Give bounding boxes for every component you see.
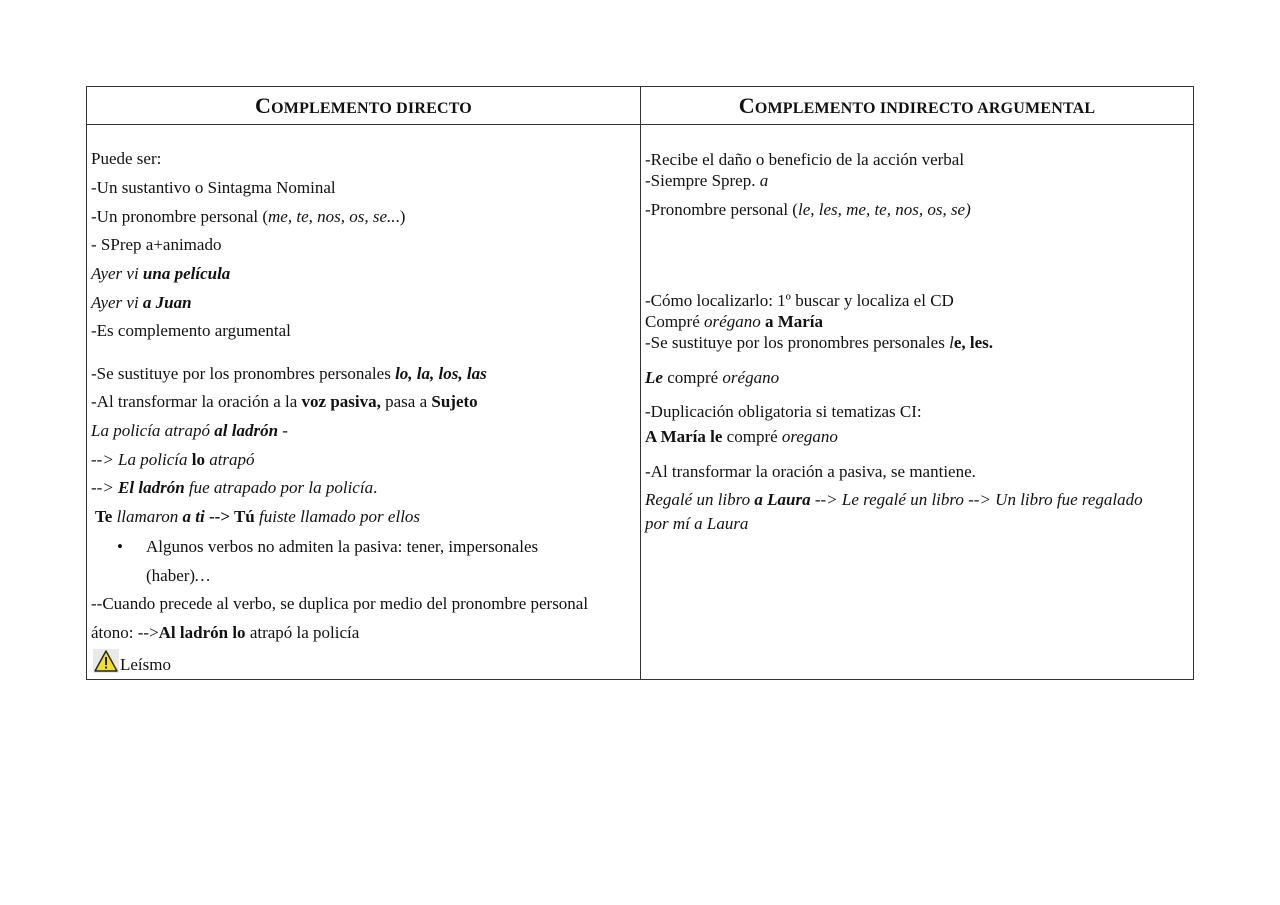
text-line: -Duplicación obligatoria si tematizas CI: bbox=[645, 402, 922, 421]
example-line: Regalé un libro a Laura --> Le regalé un libro --> Un libro fue regalado bbox=[645, 490, 1143, 509]
bullet-icon: • bbox=[117, 537, 123, 556]
example-line: --> La policía lo atrapó bbox=[91, 450, 255, 469]
text-line: -Se sustituye por los pronombres personales le, les. bbox=[645, 333, 993, 352]
example-line: Compré orégano a María bbox=[645, 312, 824, 331]
bullet-text: Algunos verbos no admiten la pasiva: tener, impersonales bbox=[146, 537, 539, 556]
example-line: Ayer vi una película bbox=[91, 264, 231, 283]
text-line: átono: -->Al ladrón lo atrapó la policía bbox=[91, 623, 360, 642]
example-line: Le compré orégano bbox=[645, 368, 780, 387]
example-line: Te llamaron a ti --> Tú fuiste llamado por ellos bbox=[95, 507, 421, 526]
example-line: --> El ladrón fue atrapado por la policía. bbox=[91, 478, 378, 497]
example-line: por mí a Laura bbox=[645, 514, 749, 533]
text-line: -Es complemento argumental bbox=[91, 321, 291, 340]
text-line: -Al transformar la oración a la voz pasiva, pasa a Sujeto bbox=[91, 392, 478, 411]
header-complemento-indirecto: COMPLEMENTO INDIRECTO ARGUMENTAL bbox=[738, 93, 1096, 118]
text-line: Leísmo bbox=[120, 655, 171, 674]
text-line: -Pronombre personal (le, les, me, te, nos, os, se) bbox=[645, 200, 971, 219]
example-line: La policía atrapó al ladrón - bbox=[91, 421, 288, 440]
text-line: -Se sustituye por los pronombres personales lo, la, los, las bbox=[91, 364, 487, 383]
text-line: -Un sustantivo o Sintagma Nominal bbox=[91, 178, 336, 197]
text-line: -Recibe el daño o beneficio de la acción verbal bbox=[645, 150, 965, 169]
column-divider bbox=[640, 87, 641, 679]
text-line: Puede ser: bbox=[91, 149, 162, 168]
comparison-table bbox=[86, 86, 1194, 680]
example-line: A María le compré oregano bbox=[645, 427, 838, 446]
text-line: --Cuando precede al verbo, se duplica por medio del pronombre personal bbox=[91, 594, 589, 613]
warning-icon bbox=[93, 649, 119, 673]
text-line: -Siempre Sprep. a bbox=[645, 171, 769, 190]
header-divider bbox=[87, 124, 1193, 125]
bullet-text: (haber)… bbox=[146, 566, 211, 585]
text-line: -Cómo localizarlo: 1º buscar y localiza el CD bbox=[645, 291, 954, 310]
text-line: - SPrep a+animado bbox=[91, 235, 222, 254]
header-complemento-directo: COMPLEMENTO DIRECTO bbox=[255, 93, 472, 118]
text-line: -Un pronombre personal (me, te, nos, os, se...) bbox=[91, 207, 406, 226]
text-line: -Al transformar la oración a pasiva, se mantiene. bbox=[645, 462, 976, 481]
example-line: Ayer vi a Juan bbox=[91, 293, 192, 312]
